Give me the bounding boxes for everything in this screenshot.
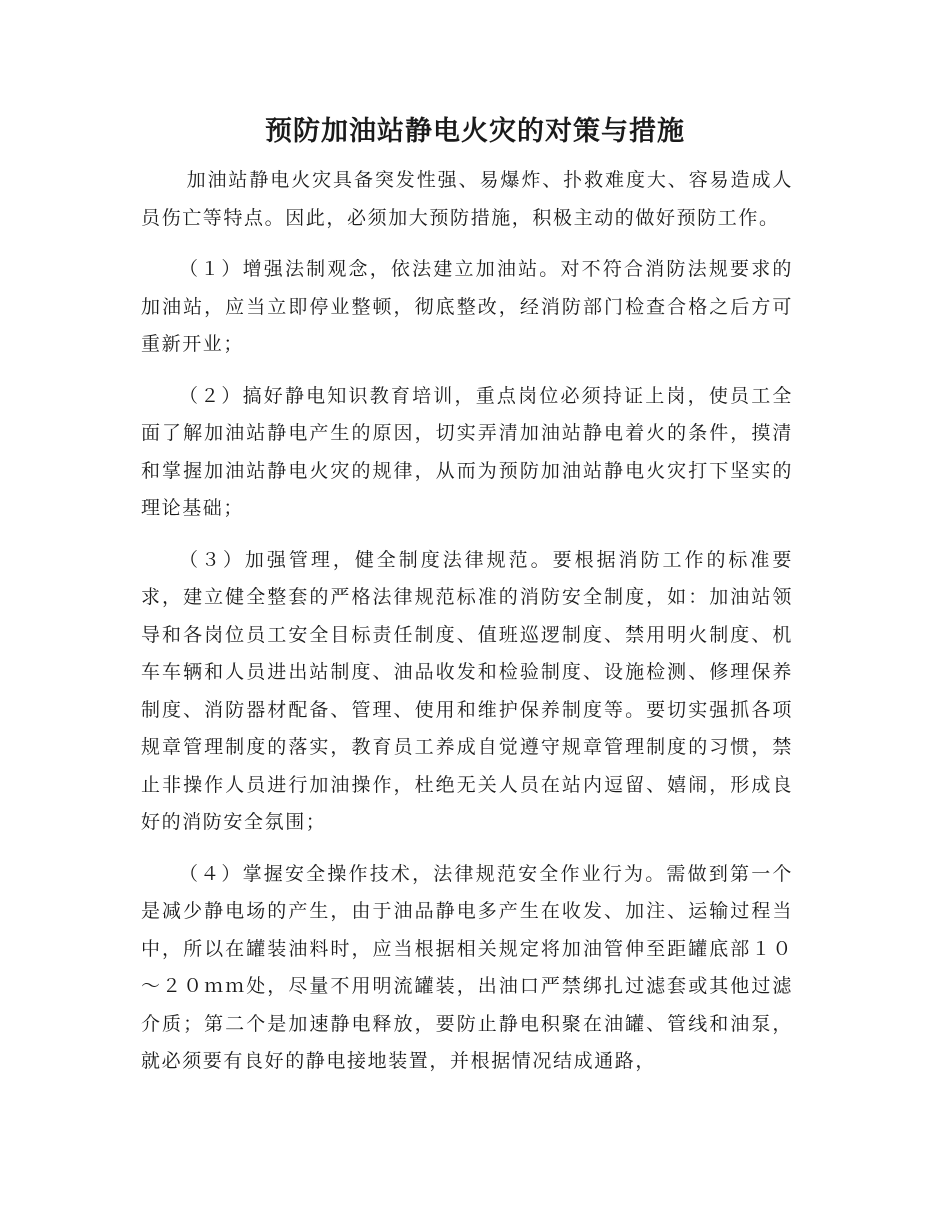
paragraph-1-legal: （１）增强法制观念，依法建立加油站。对不符合消防法规要求的加油站，应当立即停业整顿，彻底整改，经消防部门检查合格之后方可重新开业； — [141, 258, 793, 355]
paragraph-intro: 加油站静电火灾具备突发性强、易爆炸、扑救难度大、容易造成人员伤亡等特点。因此，必须加大预防措施，积极主动的做好预防工作。 — [141, 169, 793, 229]
paragraph-4-operation: （４）掌握安全操作技术，法律规范安全作业行为。需做到第一个是减少静电场的产生，由于油品静电多产生在收发、加注、运输过程当中，所以在罐装油料时，应当根据相关规定将加油管伸至距罐底部１０～２０ｍｍ处，尽量不用明流罐装，出油口严禁绑扎过滤套或其他过滤介质；第二个是加速静电释放，要防止静电积聚在油罐、管线和油泵，就必须要有良好的静电接地装置，并根据情况结成通路， — [141, 862, 793, 1072]
paragraph-2-training: （２）搞好静电知识教育培训，重点岗位必须持证上岗，使员工全面了解加油站静电产生的原因，切实弄清加油站静电着火的条件，摸清和掌握加油站静电火灾的规律，从而为预防加油站静电火灾打下坚实的理论基础； — [141, 384, 793, 519]
paragraph-3-management: （３）加强管理，健全制度法律规范。要根据消防工作的标准要求，建立健全整套的严格法律规范标准的消防安全制度，如：加油站领导和各岗位员工安全目标责任制度、值班巡逻制度、禁用明火制度、机车车辆和人员进出站制度、油品收发和检验制度、设施检测、修理保养制度、消防器材配备、管理、使用和维护保养制度等。要切实强抓各项规章管理制度的落实，教育员工养成自觉遵守规章管理制度的习惯，禁止非操作人员进行加油操作，杜绝无关人员在站内逗留、嬉闹，形成良好的消防安全氛围； — [141, 548, 793, 833]
document-title: 预防加油站静电火灾的对策与措施 — [265, 116, 685, 147]
document-body — [141, 162, 793, 1095]
